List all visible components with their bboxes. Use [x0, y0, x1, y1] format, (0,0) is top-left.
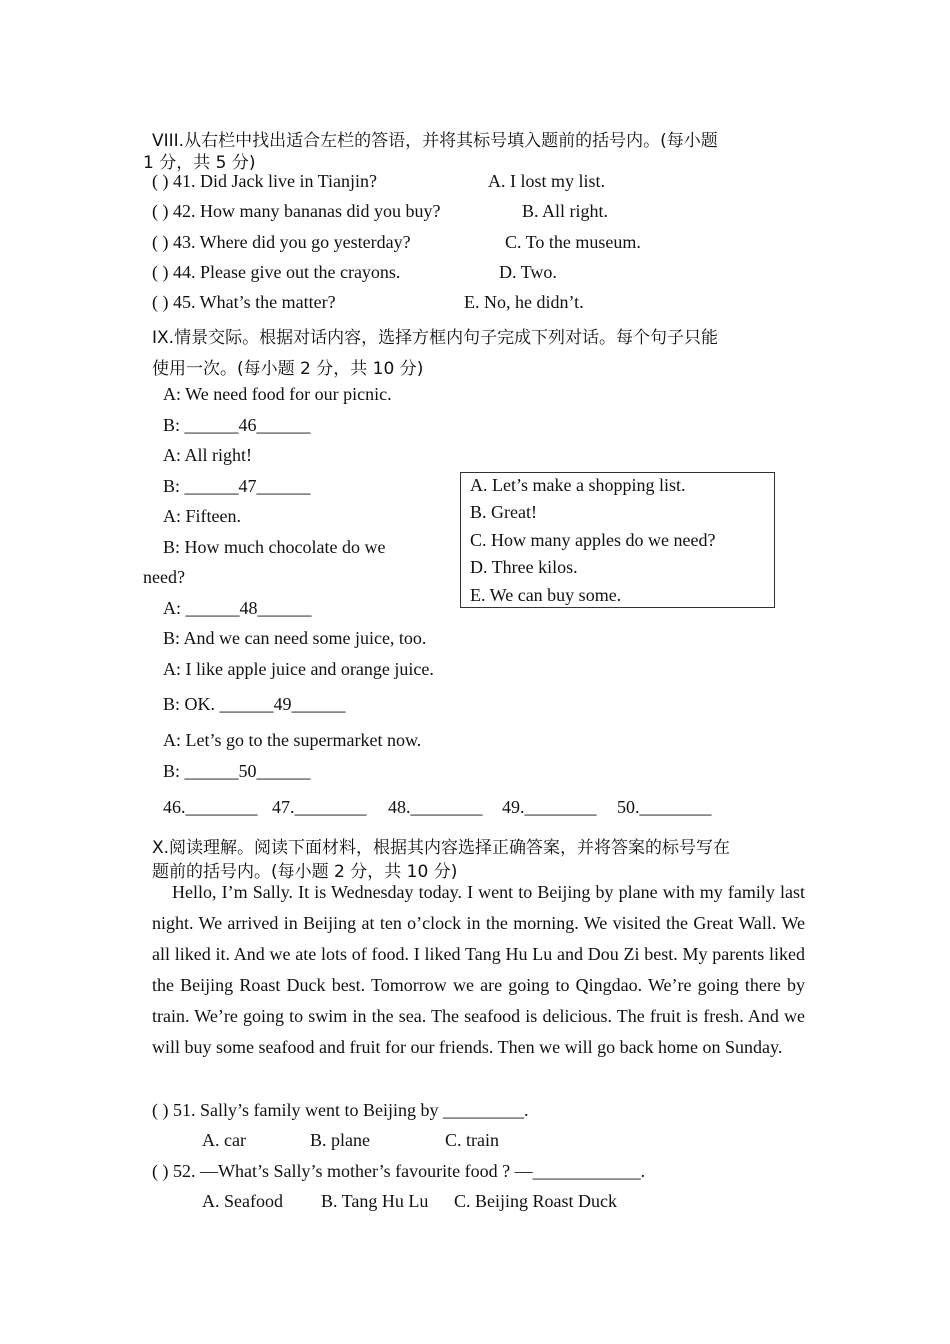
answer-d: D. Two.: [499, 262, 557, 282]
answer-blank-50[interactable]: 50.________: [617, 797, 712, 817]
answer-a: A. I lost my list.: [488, 171, 606, 191]
question-42: ( ) 42. How many bananas did you buy?: [152, 201, 441, 221]
dialogue-line: B: ______50______: [163, 761, 311, 781]
section-8-heading-line1: VIII.从右栏中找出适合左栏的答语，并将其标号填入题前的括号内。(每小题: [152, 131, 718, 151]
dialogue-line: A: Let’s go to the supermarket now.: [163, 730, 422, 750]
question-52-option-a: A. Seafood: [202, 1191, 283, 1211]
answer-blank-47[interactable]: 47.________: [272, 797, 367, 817]
option-a: A. Let’s make a shopping list.: [470, 475, 686, 495]
option-c: C. How many apples do we need?: [470, 530, 716, 550]
question-52: ( ) 52. —What’s Sally’s mother’s favourite food ? —____________.: [152, 1161, 646, 1181]
dialogue-line: B: OK. ______49______: [163, 694, 346, 714]
dialogue-line: B: ______47______: [163, 476, 311, 496]
question-52-option-c: C. Beijing Roast Duck: [454, 1191, 617, 1211]
section-10-heading-line1: X.阅读理解。阅读下面材料，根据其内容选择正确答案，并将答案的标号写在: [152, 838, 731, 858]
question-51-option-b: B. plane: [310, 1130, 370, 1150]
options-box: [460, 472, 775, 608]
section-9-heading-line2: 使用一次。(每小题 2 分，共 10 分): [152, 359, 424, 379]
question-41: ( ) 41. Did Jack live in Tianjin?: [152, 171, 377, 191]
reading-passage: Hello, I’m Sally. It is Wednesday today. I went to Beijing by plane with my family last night. We arrived in Beijing at ten o’clock in the morning. We visited the Great Wall. We all liked it. And we ate lots of food. I liked Tang Hu Lu and Dou Zi best. My parents liked the Beijing Roast Duck best. Tomorrow we are going to Qingdao. We’re going there by train. We’re going to swim in the sea. The seafood is delicious. The fruit is fresh. And we will buy some seafood and fruit for our friends. Then we will go back home on Sunday.: [152, 882, 805, 1057]
dialogue-line: A: We need food for our picnic.: [163, 384, 392, 404]
question-51-option-a: A. car: [202, 1130, 246, 1150]
dialogue-line: A: All right!: [163, 445, 252, 465]
section-9-heading-line1: IX.情景交际。根据对话内容，选择方框内句子完成下列对话。每个句子只能: [152, 328, 719, 348]
section-10-heading-line2: 题前的括号内。(每小题 2 分，共 10 分): [152, 862, 458, 882]
question-43: ( ) 43. Where did you go yesterday?: [152, 232, 411, 252]
dialogue-line: A: I like apple juice and orange juice.: [163, 659, 434, 679]
option-e: E. We can buy some.: [470, 585, 622, 605]
section-8-heading-line2: 1 分，共 5 分): [143, 153, 256, 173]
option-b: B. Great!: [470, 502, 537, 522]
answer-blank-49[interactable]: 49.________: [502, 797, 597, 817]
question-52-option-b: B. Tang Hu Lu: [321, 1191, 429, 1211]
answer-blank-48[interactable]: 48.________: [388, 797, 483, 817]
answer-c: C. To the museum.: [505, 232, 641, 252]
answer-b: B. All right.: [522, 201, 609, 221]
dialogue-line: A: ______48______: [163, 598, 312, 618]
question-51: ( ) 51. Sally’s family went to Beijing by _________.: [152, 1100, 529, 1120]
dialogue-line: B: And we can need some juice, too.: [163, 628, 427, 648]
option-d: D. Three kilos.: [470, 557, 578, 577]
dialogue-line: A: Fifteen.: [163, 506, 241, 526]
answer-blank-46[interactable]: 46.________: [163, 797, 258, 817]
question-51-option-c: C. train: [445, 1130, 499, 1150]
dialogue-line: need?: [143, 567, 185, 587]
answer-e: E. No, he didn’t.: [464, 292, 584, 312]
question-45: ( ) 45. What’s the matter?: [152, 292, 336, 312]
dialogue-line: B: ______46______: [163, 415, 311, 435]
dialogue-line: B: How much chocolate do we: [163, 537, 386, 557]
question-44: ( ) 44. Please give out the crayons.: [152, 262, 401, 282]
